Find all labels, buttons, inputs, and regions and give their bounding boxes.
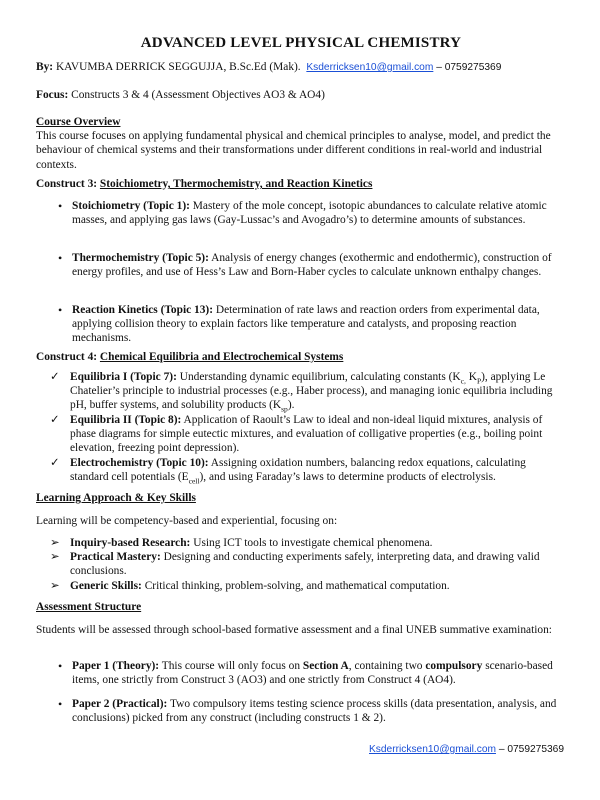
bullet-dot-icon: • xyxy=(58,659,63,673)
construct-4-list xyxy=(36,370,566,413)
learning-approach xyxy=(36,491,566,505)
learning-heading: Learning Approach & Key Skills xyxy=(36,492,196,504)
list-item: • Paper 1 (Theory): This course will only focus on Section A, containing two compulsory scenario-based items, one strictly from Construct 3 (AO3) and one strictly from Construct 4 (AO4). xyxy=(58,659,553,687)
list-item: • Paper 2 (Practical): Two compulsory items testing science process skills (data presentation, analysis, and conclusions) picked from any construct (including constructs 1 & 2). xyxy=(58,697,557,725)
assessment-intro: Students will be assessed through school-based formative assessment and a final UNEB summative examination: xyxy=(36,624,552,636)
bullet-dot-icon: • xyxy=(58,199,63,213)
author-email-link[interactable]: Ksderricksen10@gmail.com xyxy=(306,62,434,73)
checkmark-icon: ✓ xyxy=(50,457,60,469)
arrow-bullet-icon: ➢ xyxy=(50,537,60,549)
author-name: KAVUMBA DERRICK SEGGUJJA, B.Sc.Ed (Mak). xyxy=(55,61,301,73)
checkmark-icon: ✓ xyxy=(50,414,60,426)
construct-4-label: Construct 4: xyxy=(36,351,98,363)
assessment-list xyxy=(36,659,566,687)
assessment-structure xyxy=(36,600,566,614)
list-item: ✓ Electrochemistry (Topic 10): Assigning oxidation numbers, balancing redox equations, calculating standard cell potentials $(E_{cell})$, and using Faraday’s laws to determine products of electrolysis. xyxy=(50,457,526,486)
assessment-list-2 xyxy=(36,697,566,725)
construct-3-list xyxy=(36,199,566,227)
list-item: • Thermochemistry (Topic 5): Analysis of energy changes (exothermic and endothermic), construction of energy profiles, and use of Hess’s Law and Born-Haber cycles to calculate unknown enthalpy changes. xyxy=(58,251,552,279)
byline-label: By: xyxy=(36,61,54,73)
footer-email-link[interactable]: Ksderricksen10@gmail.com xyxy=(369,744,496,755)
learning-skills-list xyxy=(36,536,566,593)
construct-4-list-2 xyxy=(36,413,566,456)
construct-3-list-3 xyxy=(36,303,566,346)
list-item: • Reaction Kinetics (Topic 13): Determination of rate laws and reaction orders from experimental data, applying collision theory to explain factors like temperature and catalysts, and proposing reaction mechanisms. xyxy=(58,303,540,345)
assessment-intro-wrap xyxy=(36,623,566,637)
list-item: ✓ Equilibria I (Topic 7): Understanding dynamic equilibrium, calculating constants ($K_{c,}$ $K_P$), applying Le Chatelier’s principle to industrial processes (e.g., Haber process), and managing ionic equilibria including pH, buffer systems, and solubility products $(K_{sp})$. xyxy=(50,371,553,414)
focus-text: Constructs 3 & 4 (Assessment Objectives AO3 & AO4) xyxy=(71,89,325,101)
list-item: • Stoichiometry (Topic 1): Mastery of the mole concept, isotopic abundances to calculate relative atomic masses, and applying gas laws (Gay-Lussac’s and Avogadro’s) to determine amounts of substances. xyxy=(58,199,547,227)
arrow-bullet-icon: ➢ xyxy=(50,579,60,592)
construct-3-label: Construct 3: xyxy=(36,178,98,190)
overview-text: This course focuses on applying fundamental physical and chemical principles to analyse, model, and predict the behaviour of chemical systems and their transformations under different conditions in real-world and industrial contexts. xyxy=(36,130,551,171)
author-phone: – 0759275369 xyxy=(436,62,502,73)
list-item: ➢ Practical Mastery: Designing and conducting experiments safely, interpreting data, and drawing valid conclusions. xyxy=(50,551,540,578)
construct-4-list-3 xyxy=(36,456,566,484)
construct-3-list-2 xyxy=(36,251,566,279)
byline xyxy=(36,60,566,75)
construct-3-title: Stoichiometry, Thermochemistry, and Reaction Kinetics xyxy=(99,178,373,190)
construct-4-heading xyxy=(36,350,566,364)
focus-line xyxy=(36,88,566,102)
learning-intro-wrap xyxy=(36,514,566,528)
construct-4-title: Chemical Equilibria and Electrochemical Systems xyxy=(99,351,344,363)
document-title: ADVANCED LEVEL PHYSICAL CHEMISTRY xyxy=(140,35,462,51)
overview-heading: Course Overview xyxy=(36,116,121,128)
footer-phone: – 0759275369 xyxy=(498,744,564,755)
focus-label: Focus: xyxy=(36,89,69,101)
page-footer xyxy=(369,742,564,757)
construct-3-heading xyxy=(36,177,566,191)
learning-intro: Learning will be competency-based and experiential, focusing on: xyxy=(36,515,338,527)
checkmark-icon: ✓ xyxy=(50,371,60,383)
bullet-dot-icon: • xyxy=(58,303,63,317)
arrow-bullet-icon: ➢ xyxy=(50,551,60,564)
list-item: ✓ Equilibria II (Topic 8): Application of Raoult’s Law to ideal and non-ideal liquid mixtures, analysis of phase diagrams for simple eutectic mixtures, and evaluation of colligative properties (e.g., boiling point elevation, freezing point depression). xyxy=(50,414,543,455)
bullet-dot-icon: • xyxy=(58,697,63,711)
assessment-heading: Assessment Structure xyxy=(36,601,142,613)
course-overview xyxy=(36,115,566,172)
bullet-dot-icon: • xyxy=(58,251,63,265)
list-item: ➢ Generic Skills: Critical thinking, problem-solving, and mathematical computation. xyxy=(50,579,450,592)
list-item: ➢ Inquiry-based Research: Using ICT tools to investigate chemical phenomena. xyxy=(50,537,433,549)
